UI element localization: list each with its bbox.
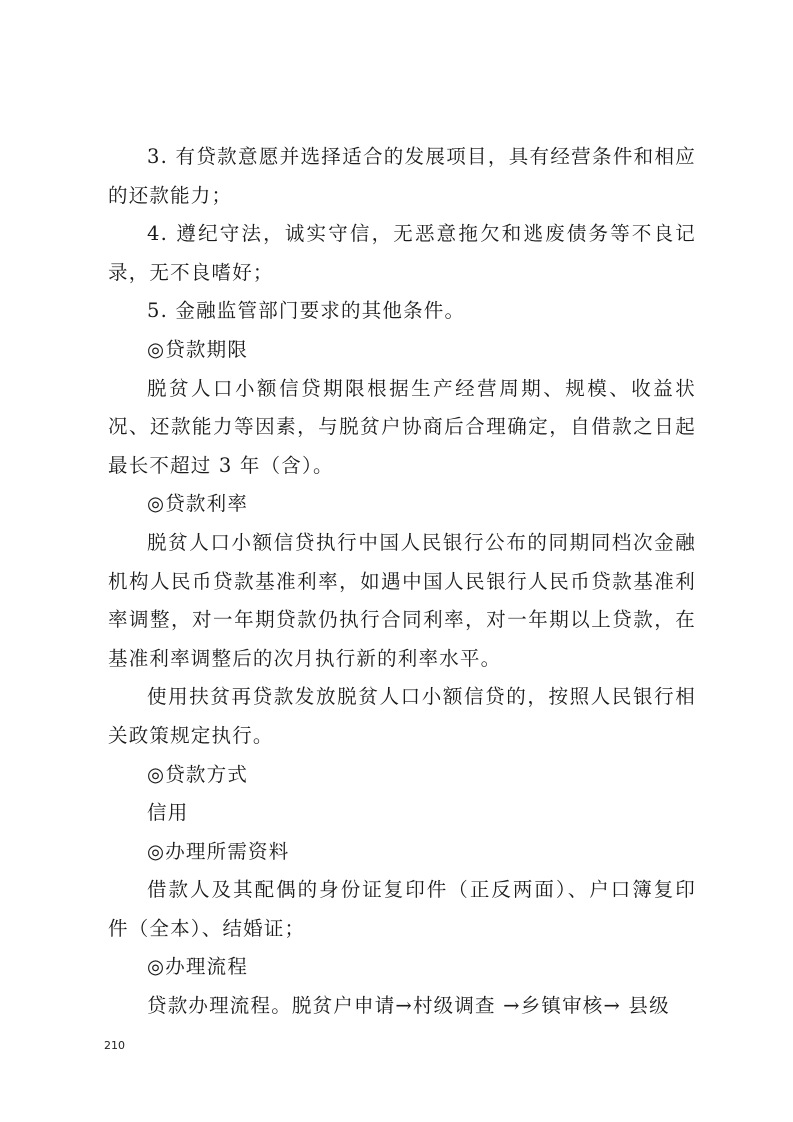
paragraph-condition-5: 5. 金融监管部门要求的其他条件。 [147, 299, 466, 323]
page-number: 210 [104, 1039, 125, 1052]
section-heading-process: ◎办理流程 [147, 955, 249, 979]
paragraph-condition-3: 3. 有贷款意愿并选择适合的发展项目，具有经营条件和相应的还款能力； [108, 145, 696, 207]
paragraph-interest-rate: 脱贫人口小额信贷执行中国人民银行公布的同期同档次金融机构人民币贷款基准利率，如遇中国人民银行人民币贷款基准利率调整，对一年期贷款仍执行合同利率，对一年期以上贷款，在基准利率调整后的次月执行新的利率水平。 [108, 530, 696, 670]
paragraph-loan-term: 脱贫人口小额信贷期限根据生产经营周期、规模、收益状况、还款能力等因素，与脱贫户协商后合理确定，自借款之日起最长不超过 3 年（含）。 [108, 376, 696, 477]
section-heading-required-materials: ◎办理所需资料 [147, 839, 290, 863]
section-heading-loan-term: ◎贷款期限 [147, 337, 249, 361]
paragraph-required-materials: 借款人及其配偶的身份证复印件（正反两面）、户口簿复印件（全本）、结婚证； [108, 878, 696, 940]
paragraph-relending: 使用扶贫再贷款发放脱贫人口小额信贷的，按照人民银行相关政策规定执行。 [108, 685, 696, 747]
section-heading-interest-rate: ◎贷款利率 [147, 492, 249, 516]
paragraph-loan-method: 信用 [147, 801, 189, 825]
paragraph-condition-4: 4. 遵纪守法，诚实守信，无恶意拖欠和逃废债务等不良记录，无不良嗜好； [108, 222, 696, 284]
page-content [108, 138, 696, 1026]
paragraph-process: 贷款办理流程。脱贫户申请→村级调查 →乡镇审核→ 县级 [147, 994, 670, 1018]
section-heading-loan-method: ◎贷款方式 [147, 762, 249, 786]
